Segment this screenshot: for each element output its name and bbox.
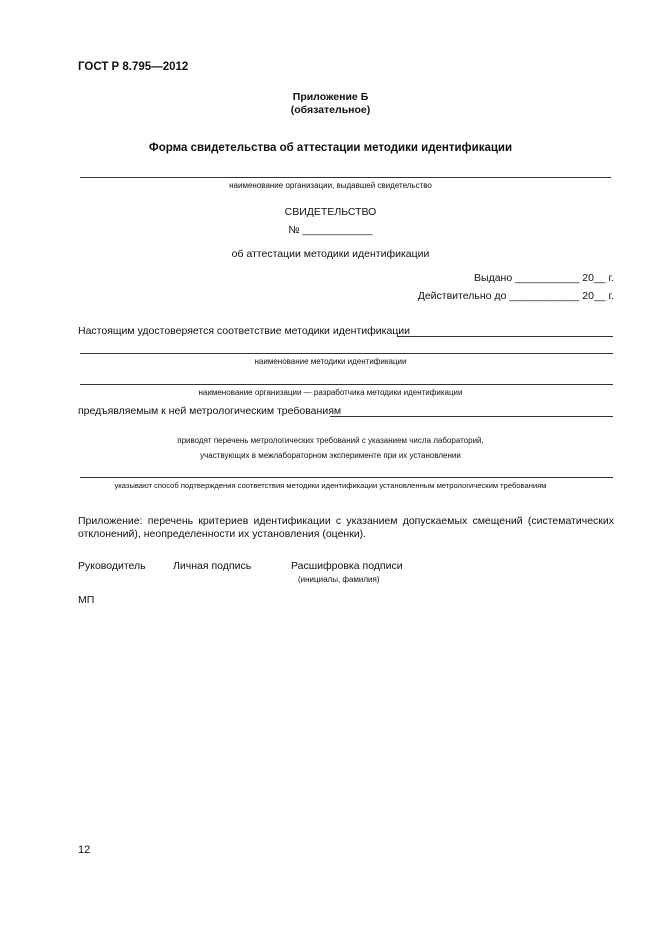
requirements-line [330, 416, 613, 417]
requirements-caption-2: участвующих в межлабораторном эксперименте при их установлении [200, 451, 461, 460]
document-code: ГОСТ Р 8.795—2012 [78, 61, 189, 73]
certificate-subject: об аттестации методики идентификации [231, 248, 430, 260]
org-name-caption: наименование организации, выдавшей свидетельство [229, 181, 432, 190]
developer-caption: наименование организации — разработчика методики идентификации [198, 388, 463, 397]
org-name-line [80, 177, 611, 178]
annex-note: Приложение: перечень критериев идентификации с указанием допускаемых смещений (систематических отклонений), неопределенности их установления (оценки). [78, 515, 614, 540]
signature-decoding-label: Расшифровка подписи [291, 560, 403, 572]
certificate-number: № ____________ [288, 224, 373, 236]
certificate-heading: СВИДЕТЕЛЬСТВО [284, 206, 377, 218]
issued-date: Выдано ___________ 20__ г. [474, 272, 614, 284]
signature-role: Руководитель [78, 560, 146, 572]
requirements-text: предъявляемым к ней метрологическим требованиям [78, 405, 342, 417]
personal-signature-label: Личная подпись [173, 560, 252, 572]
valid-until-date: Действительно до ____________ 20__ г. [417, 290, 614, 302]
method-name-caption: наименование методики идентификации [254, 357, 407, 366]
requirements-caption-1: приводят перечень метрологических требований с указанием числа лабораторий, [177, 436, 484, 445]
appendix-title: Приложение Б [292, 91, 369, 103]
confirmation-line [80, 477, 613, 478]
method-name-line [80, 353, 613, 354]
appendix-status: (обязательное) [290, 104, 371, 116]
form-title: Форма свидетельства об аттестации методики идентификации [148, 142, 513, 154]
signature-decoding-note: (инициалы, фамилия) [298, 575, 380, 584]
certify-line [397, 336, 613, 337]
seal-label: МП [78, 594, 95, 606]
confirmation-caption: указывают способ подтверждения соответствия методики идентификации установленным метрологическим требованиям [114, 481, 547, 490]
certify-text: Настоящим удостоверяется соответствие методики идентификации [78, 325, 411, 337]
developer-line [80, 384, 613, 385]
page-number: 12 [78, 844, 91, 856]
